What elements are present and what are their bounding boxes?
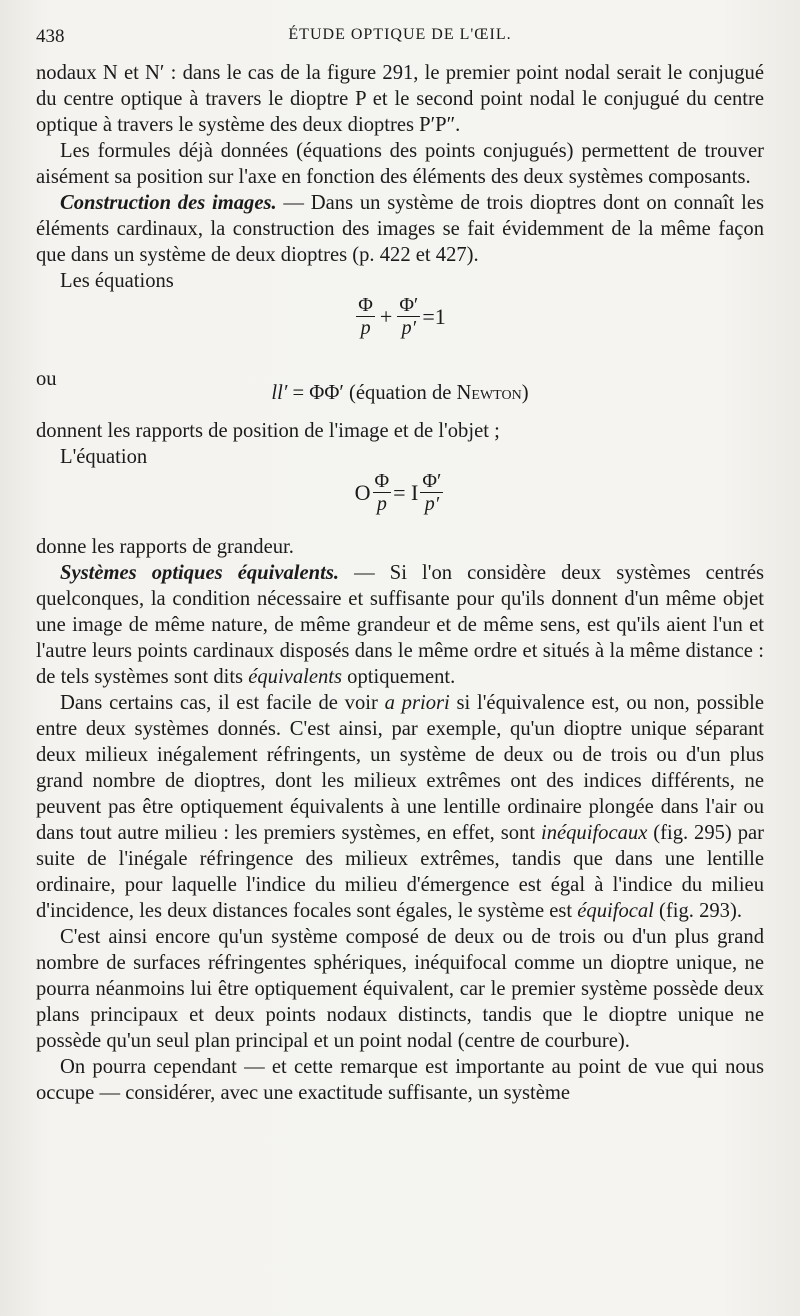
paragraph-text: (fig. 295) par suite de l'inégale réfringence des milieux extrêmes, tandis que dans une lentille ordinaire, pour laquelle l'indice du milieu d'émergence est égal à l'indice du milieu d'incidence, les deux distances focales sont égales, le système est bbox=[36, 822, 764, 922]
equation-1 bbox=[36, 294, 764, 358]
equation-term: O bbox=[354, 479, 371, 505]
equation-rhs: =1 bbox=[422, 303, 446, 329]
section-heading: Systèmes optiques équivalents. bbox=[60, 562, 339, 584]
plus-sign: + bbox=[379, 303, 393, 329]
paragraph: Les équations bbox=[60, 270, 174, 292]
paragraph bbox=[36, 560, 764, 690]
paragraph: nodaux N et N′ : dans le cas de la figure 291, le premier point nodal serait le conjugué du centre optique à travers le dioptre P et le second point nodal le conjugué du centre optique à travers le système des deux dioptres P′P″. bbox=[36, 62, 764, 136]
paragraph bbox=[36, 190, 764, 268]
numerator: Φ′ bbox=[399, 294, 419, 316]
denominator: p bbox=[360, 317, 371, 339]
equation-lhs: ll′ bbox=[271, 382, 288, 404]
equation-term: = I bbox=[393, 479, 419, 505]
section-heading: Construction des images. bbox=[60, 192, 277, 214]
denominator: p bbox=[376, 493, 387, 515]
paragraph-text: (fig. 293). bbox=[653, 900, 742, 922]
fraction bbox=[356, 294, 375, 339]
equation-text: = ΦΦ′ (équation de bbox=[287, 382, 457, 404]
paragraph: C'est ainsi encore qu'un système composé de deux ou de trois ou d'un plus grand nombre de surfaces réfringentes sphériques, inéquifocal comme un dioptre unique, ne pourra néanmoins lui être optiquement équivalent, car le premier système possède deux plans principaux et deux points nodaux distincts, tandis que le dioptre unique ne possède qu'un seul plan principal et un point nodal (centre de courbure). bbox=[36, 926, 764, 1052]
fraction bbox=[420, 470, 443, 515]
denominator: p′ bbox=[401, 317, 416, 339]
paragraph-text: — Si l'on considère deux systèmes centrés quelconques, la condition nécessaire et suffisante pour qu'ils donnent d'un même objet une image de même nature, de même grandeur et de même sens, est qu'ils aient l'un et l'autre leurs points cardinaux disposés dans le même ordre et situés à la même distance : de tels systèmes sont dits bbox=[36, 562, 764, 688]
paragraph: donnent les rapports de position de l'image et de l'objet ; bbox=[36, 420, 500, 442]
equation-2 bbox=[36, 380, 764, 406]
denominator: p′ bbox=[424, 493, 440, 515]
paragraph: Les formules déjà données (équations des points conjugués) permettent de trouver aisément sa position sur l'axe en fonction des éléments des deux systèmes composants. bbox=[36, 140, 764, 188]
paragraph-text: Dans certains cas, il est facile de voir bbox=[60, 692, 385, 714]
body-text bbox=[36, 60, 764, 1106]
numerator: Φ bbox=[358, 294, 373, 316]
page-number: 438 bbox=[36, 26, 65, 47]
paragraph: donne les rapports de grandeur. bbox=[36, 536, 294, 558]
equation-3 bbox=[36, 470, 764, 534]
paragraph: On pourra cependant — et cette remarque est importante au point de vue qui nous occupe — considérer, avec une exactitude suffisante, un système bbox=[36, 1056, 764, 1104]
equation-text: ) bbox=[521, 382, 529, 404]
paragraph-text: — Dans un système de trois dioptres dont on connaît les éléments cardinaux, la construction des images se fait évidemment de la même façon que dans un système de deux dioptres (p. 422 et 427). bbox=[36, 192, 764, 266]
italic-term: équifocal bbox=[577, 900, 654, 922]
paragraph bbox=[36, 690, 764, 924]
italic-term: inéquifocaux bbox=[540, 822, 648, 844]
page-header bbox=[36, 26, 764, 60]
fraction bbox=[373, 470, 392, 515]
paragraph-text: si l'équivalence est, ou non, possible entre deux systèmes donnés. C'est ainsi, par exemple, qu'un dioptre unique séparant deux milieux inégalement réfringents, un système de deux ou de trois ou d'un plus grand nombre de dioptres, dont les milieux extrêmes ont des indices différents, ne peuvent pas être optiquement équivalents à une lentille ordinaire plongée dans l'air ou dans tout autre milieu : les premiers systèmes, en effet, sont bbox=[36, 692, 764, 844]
newton-name: Newton bbox=[456, 382, 522, 404]
numerator: Φ′ bbox=[422, 470, 442, 492]
italic-term: a priori bbox=[384, 692, 450, 714]
ou-label: ou bbox=[36, 368, 57, 390]
paragraph: L'équation bbox=[60, 446, 148, 468]
numerator: Φ bbox=[374, 470, 390, 492]
running-head: ÉTUDE OPTIQUE DE L'ŒIL. bbox=[288, 26, 512, 43]
fraction bbox=[397, 294, 420, 339]
paragraph-text: optiquement. bbox=[342, 666, 456, 688]
italic-term: équivalents bbox=[248, 666, 343, 688]
equation-2-row bbox=[36, 358, 764, 404]
